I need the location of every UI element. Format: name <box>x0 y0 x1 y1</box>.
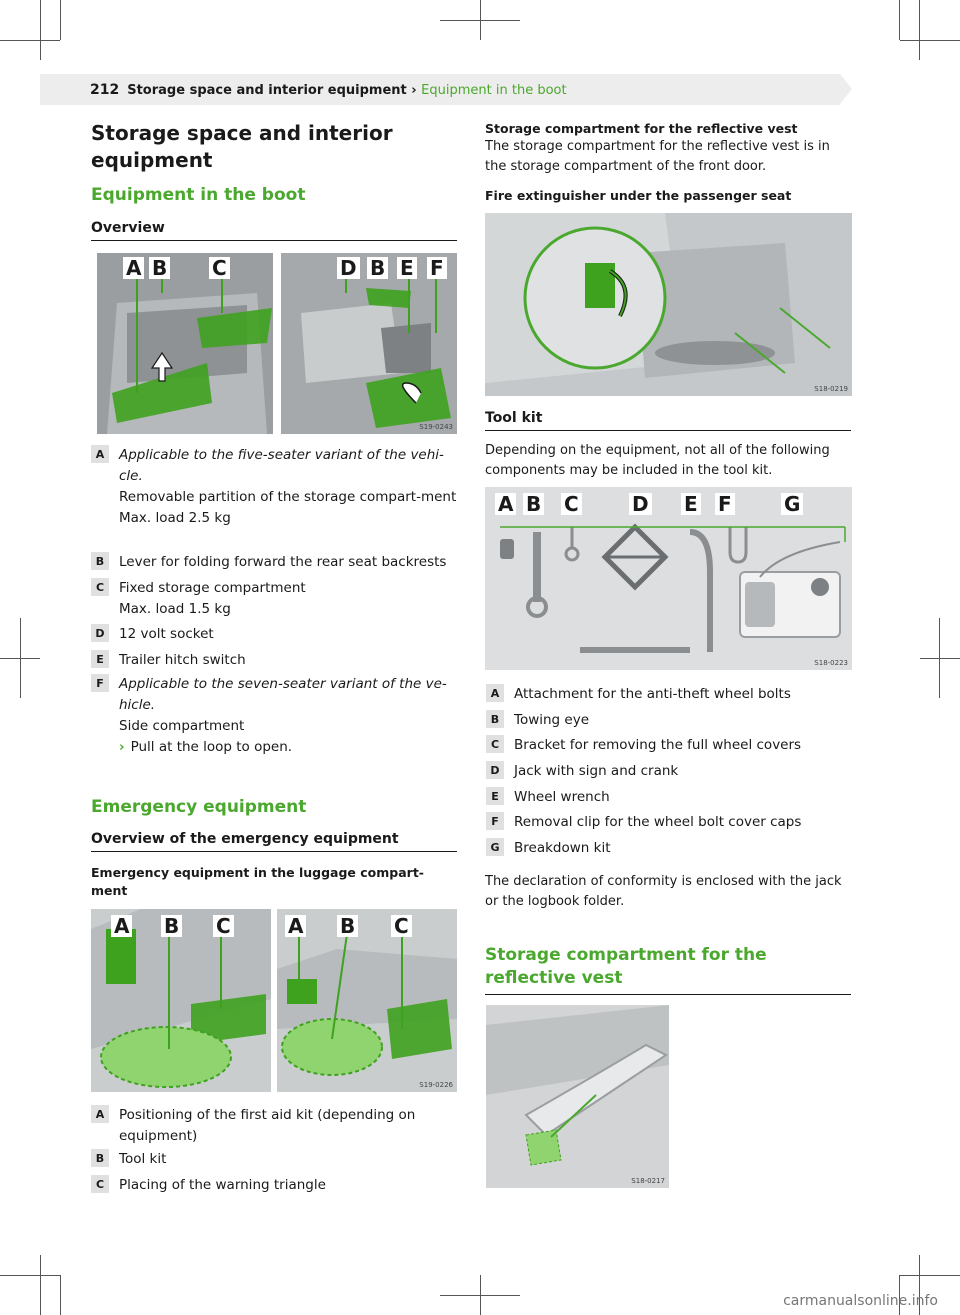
list-item <box>486 684 856 705</box>
item-text: Max. load 2.5 kg <box>119 510 231 526</box>
list-item <box>486 838 856 859</box>
callout-label: C <box>561 493 582 515</box>
list-item <box>486 761 856 782</box>
callout-label: B <box>367 257 388 279</box>
crop-mark <box>440 20 520 21</box>
item-text: Positioning of the first aid kit (depending on equipment) <box>119 1107 416 1144</box>
callout-label: A <box>495 493 516 515</box>
item-text: Breakdown kit <box>514 840 611 856</box>
item-text: Side compartment <box>119 718 245 734</box>
crop-mark <box>919 0 920 60</box>
callout-label: D <box>337 257 360 279</box>
crop-mark <box>40 0 41 60</box>
item-text: Trailer hitch switch <box>119 652 246 668</box>
list-item <box>91 674 461 758</box>
crop-mark <box>900 1275 960 1276</box>
callout-label: F <box>715 493 735 515</box>
instruction-text: Pull at the loop to open. <box>130 739 293 755</box>
subheading-toolkit: Tool kit <box>485 410 851 431</box>
toolkit-paragraph: Depending on the equipment, not all of the following components may be included in the tool kit. <box>485 443 830 478</box>
callout-label: A <box>123 257 144 279</box>
item-label: F <box>486 812 504 830</box>
crop-mark <box>440 1295 520 1296</box>
item-text: Applicable to the seven-seater variant of the ve-hicle. <box>119 676 447 713</box>
item-text: Towing eye <box>514 712 590 728</box>
running-header <box>90 82 567 98</box>
crop-mark <box>40 1255 41 1315</box>
figure-code: S18-0223 <box>814 659 848 667</box>
section-heading-vest: Storage compartment for the reflective vest <box>485 944 851 995</box>
tool-kit-image <box>485 487 852 670</box>
figure-code: S19-0226 <box>419 1081 453 1089</box>
item-text: 12 volt socket <box>119 626 214 642</box>
running-header-arrow <box>840 74 852 104</box>
callout-label: E <box>397 257 417 279</box>
item-text: Fixed storage compartment <box>119 580 306 596</box>
item-label: D <box>91 624 109 642</box>
crop-mark <box>0 658 40 659</box>
crop-mark <box>60 0 61 40</box>
item-text: Bracket for removing the full wheel covers <box>514 737 802 753</box>
callout-label: C <box>213 915 234 937</box>
item-text: Removable partition of the storage compart-ment <box>119 489 457 505</box>
watermark: carmanualsonline.info <box>783 1293 938 1309</box>
item-label: E <box>486 787 504 805</box>
header-section: Storage space and interior equipment <box>127 83 407 98</box>
section-heading-emergency: Emergency equipment <box>91 797 307 817</box>
page-number: 212 <box>90 82 120 98</box>
list-item <box>486 787 856 808</box>
callout-label: E <box>681 493 701 515</box>
boot-image-seven-seater <box>281 253 457 434</box>
list-item <box>91 445 461 529</box>
vest-paragraph: The storage compartment for the reflective vest is in the storage compartment of the front door. <box>485 139 830 174</box>
item-text: Removal clip for the wheel bolt cover caps <box>514 814 802 830</box>
item-text: Tool kit <box>119 1151 167 1167</box>
callout-label: B <box>149 257 170 279</box>
bullet-arrow-icon: › <box>119 739 125 755</box>
crop-mark <box>60 1275 61 1315</box>
item-label: A <box>91 1105 109 1123</box>
fire-extinguisher-image <box>485 213 852 396</box>
callout-label: B <box>523 493 544 515</box>
item-label: F <box>91 674 109 692</box>
callout-label: G <box>781 493 803 515</box>
item-text: Placing of the warning triangle <box>119 1177 326 1193</box>
item-label: C <box>91 578 109 596</box>
section-heading-boot: Equipment in the boot <box>91 185 306 205</box>
figure-code: S18-0217 <box>631 1177 665 1185</box>
item-text: Applicable to the five-seater variant of the vehi-cle. <box>119 447 444 484</box>
crop-mark <box>0 1275 60 1276</box>
item-label: B <box>91 552 109 570</box>
boot-image-five-seater <box>97 253 273 434</box>
callout-label: C <box>209 257 230 279</box>
callout-label: B <box>161 915 182 937</box>
list-item <box>91 552 461 573</box>
callout-label: C <box>391 915 412 937</box>
declaration-paragraph: The declaration of conformity is enclosed with the jack or the logbook folder. <box>485 874 842 909</box>
list-item <box>486 735 856 756</box>
figure-code: S18-0219 <box>814 385 848 393</box>
item-label: C <box>486 735 504 753</box>
page-title: Storage space and interior equipment <box>91 121 393 172</box>
list-item <box>91 1105 461 1147</box>
item-label: G <box>486 838 504 856</box>
fire-extinguisher-caption: Fire extinguisher under the passenger seat <box>485 188 792 203</box>
item-label: A <box>486 684 504 702</box>
header-separator: › <box>406 83 422 98</box>
crop-mark <box>920 658 960 659</box>
item-text: Max. load 1.5 kg <box>119 601 231 617</box>
luggage-image-seven-seater <box>277 909 457 1092</box>
callout-label: D <box>629 493 652 515</box>
callout-label: A <box>111 915 132 937</box>
item-label: B <box>91 1149 109 1167</box>
list-item <box>91 578 461 620</box>
crop-mark <box>900 40 960 41</box>
list-item <box>91 650 461 671</box>
item-text: Lever for folding forward the rear seat backrests <box>119 554 447 570</box>
item-label: C <box>91 1175 109 1193</box>
list-item <box>91 1149 461 1170</box>
luggage-image-five-seater <box>91 909 271 1092</box>
item-text: Attachment for the anti-theft wheel bolts <box>514 686 791 702</box>
subheading-overview: Overview <box>91 220 457 241</box>
crop-mark <box>0 40 60 41</box>
list-item <box>91 624 461 645</box>
item-label: A <box>91 445 109 463</box>
figure-code: S19-0243 <box>419 423 453 431</box>
figure-caption-luggage: Emergency equipment in the luggage compart-ment <box>91 865 424 898</box>
list-item <box>91 1175 461 1196</box>
vest-heading-bold: Storage compartment for the reflective vest <box>485 121 798 136</box>
callout-label: B <box>337 915 358 937</box>
list-item <box>486 710 856 731</box>
reflective-vest-door-image <box>486 1005 669 1188</box>
item-label: E <box>91 650 109 668</box>
callout-label: A <box>285 915 306 937</box>
item-label: D <box>486 761 504 779</box>
crop-mark <box>899 0 900 40</box>
item-text: Wheel wrench <box>514 789 610 805</box>
subheading-emergency-overview: Overview of the emergency equipment <box>91 831 457 852</box>
list-item <box>486 812 856 833</box>
item-label: B <box>486 710 504 728</box>
callout-label: F <box>427 257 447 279</box>
item-text: Jack with sign and crank <box>514 763 679 779</box>
header-subsection: Equipment in the boot <box>421 83 567 98</box>
